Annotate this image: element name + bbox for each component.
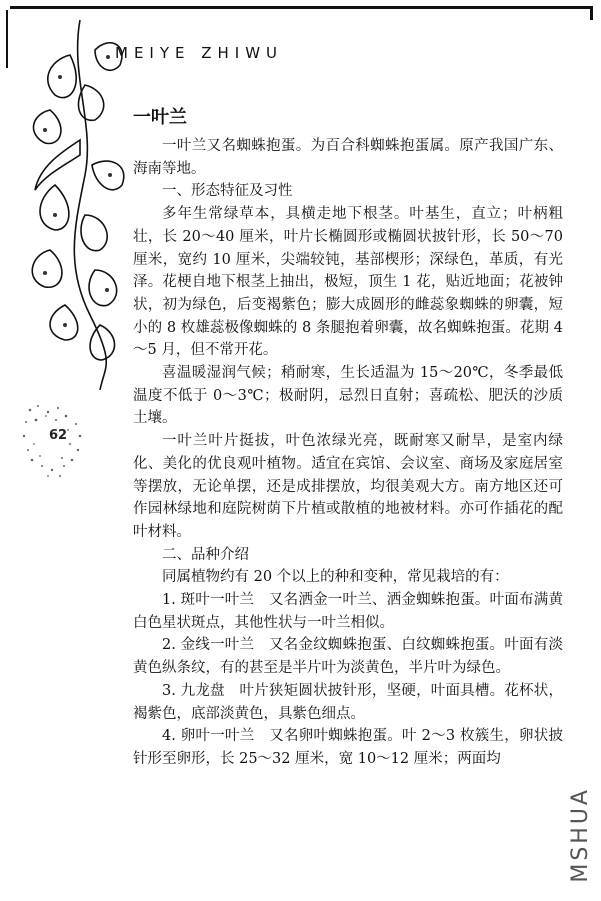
- vine-illustration-icon: [10, 15, 150, 395]
- page-number: 62: [48, 428, 68, 443]
- top-right-tick: [590, 6, 593, 20]
- variety-item: 2. 金线一叶兰 又名金纹蜘蛛抱蛋、白纹蜘蛛抱蛋。叶面有淡黄色纵条纹，有的甚至是半片叶为淡黄色，半片叶为绿色。: [133, 637, 563, 677]
- top-rule: [10, 6, 593, 9]
- intro-paragraph: 一叶兰又名蜘蛛抱蛋。为百合科蜘蛛抱蛋属。原产我国广东、海南等地。: [133, 138, 563, 177]
- article-body: [133, 103, 563, 771]
- body-paragraph: 一叶兰叶片挺拔，叶色浓绿光亮，既耐寒又耐旱，是室内绿化、美化的优良观叶植物。适宜在宾馆、会议室、商场及家庭居室等摆放，无论单摆，还是成排摆放，均很美观大方。南方地区还可作园林绿地和庭院树荫下片植或散植的地被材料。亦可作插花的配叶材料。: [133, 433, 563, 540]
- variety-item: 4. 卵叶一叶兰 又名卵叶蜘蛛抱蛋。叶 2～3 枚簇生，卵状披针形至卵形，长 25～32 厘米，宽 10～12 厘米；两面均: [133, 728, 563, 767]
- body-paragraph: 喜温暖湿润气候；稍耐寒，生长适温为 15～20℃，冬季最低温度不低于 0～3℃；极耐阴，忌烈日直射；喜疏松、肥沃的沙质土壤。: [133, 365, 563, 427]
- watermark: MSHUA: [568, 787, 593, 883]
- running-header: MEIYE ZHIWU: [115, 44, 284, 62]
- variety-item: 1. 斑叶一叶兰 又名洒金一叶兰、洒金蜘蛛抱蛋。叶面布满黄白色星状斑点，其他性状与一叶兰相似。: [133, 592, 563, 631]
- body-paragraph: 同属植物约有 20 个以上的种和变种，常见栽培的有：: [162, 569, 509, 586]
- left-margin-tick: [6, 10, 8, 68]
- body-paragraph: 多年生常绿草本，具横走地下根茎。叶基生，直立；叶柄粗壮，长 20～40 厘米，叶片长椭圆形或椭圆状披针形，长 50～70 厘米，宽约 10 厘米，尖端较钝，基部楔形；深绿色，革质，有光泽。花梗自地下根茎上抽出，极短，顶生 1 花，贴近地面；花被钟状，初为绿色，后变褐紫色；膨大成圆形的雌蕊象蜘蛛的卵囊，短小的 8 枚雄蕊极像蜘蛛的 8 条腿抱着卵囊，故名蜘蛛抱蛋。花期 4～5 月，但不常开花。: [133, 206, 563, 359]
- section-heading: 二、品种介绍: [162, 546, 249, 563]
- variety-item: 3. 九龙盘 叶片狭矩圆状披针形，坚硬，叶面具槽。花杯状，褐紫色，底部淡黄色，具紫色细点。: [133, 682, 563, 722]
- section-heading: 一、形态特征及习性: [162, 183, 293, 200]
- page-number-badge: [18, 400, 90, 480]
- article-title: 一叶兰: [133, 107, 187, 128]
